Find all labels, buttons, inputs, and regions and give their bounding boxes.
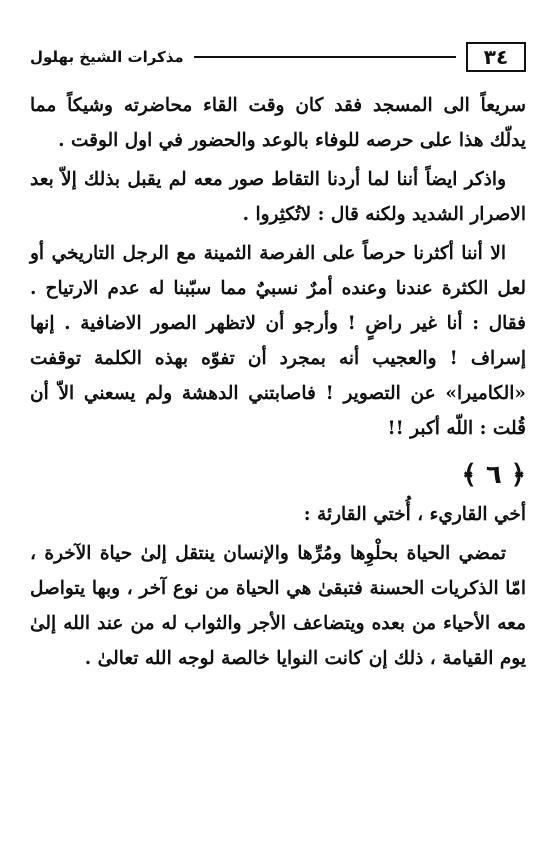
- page-body: [30, 88, 526, 676]
- paragraph: سريعاً الى المسجد فقد كان وقت القاء محاضرته وشيكاً مما يدلّك هذا على حرصه للوفاء بالوعد والحضور في اول الوقت .: [30, 95, 526, 151]
- paragraph: تمضي الحياة بحلْوِها ومُرِّها والإنسان ينتقل إلىٰ حياة الآخرة ، امّا الذكريات الحسنة فتبقىٰ هي الحياة من نوع آخر ، وبها يتواصل معه الأحياء من بعده ويتضاعف الأجر والثواب له من عند الله إلىٰ يوم القيامة ، ذلك إن كانت النوايا خالصة لوجه الله تعالىٰ .: [30, 543, 526, 669]
- book-page: [30, 38, 526, 828]
- paragraph: أخي القاريء ، أُختي القارئة :: [303, 504, 526, 525]
- paragraph: الا أننا أكثرنا حرصاً على الفرصة الثمينة مع الرجل التاريخي أو لعل الكثرة عندنا وعنده أمرٌ نسبيٌ مما سبّبنا له عدم الارتياح . فقال : أنا غير راضٍ ! وأرجو أن لاتظهر الصور الاضافية . إنها إسراف ! والعجيب أنه بمجرد أن تفوّه بهذه الكلمة توقفت «الكاميرا» عن التصوير ! فاصابتني الدهشة ولم يسعني الاّ أن قُلت : اللّه أكبر !!: [30, 243, 526, 439]
- paragraph: واذكر ايضاً أننا لما أردنا التقاط صور معه لم يقبل بذلك إلاّ بعد الاصرار الشديد ولكنه قال : لاتُكثِروا .: [30, 169, 526, 225]
- page-header: [30, 38, 526, 76]
- page-number: ٣٤: [466, 42, 526, 72]
- section-marker: ﴿ ٦ ﴾: [461, 460, 526, 490]
- running-title: مذكرات الشيخ بهلول: [30, 48, 184, 66]
- header-rule: [194, 56, 456, 58]
